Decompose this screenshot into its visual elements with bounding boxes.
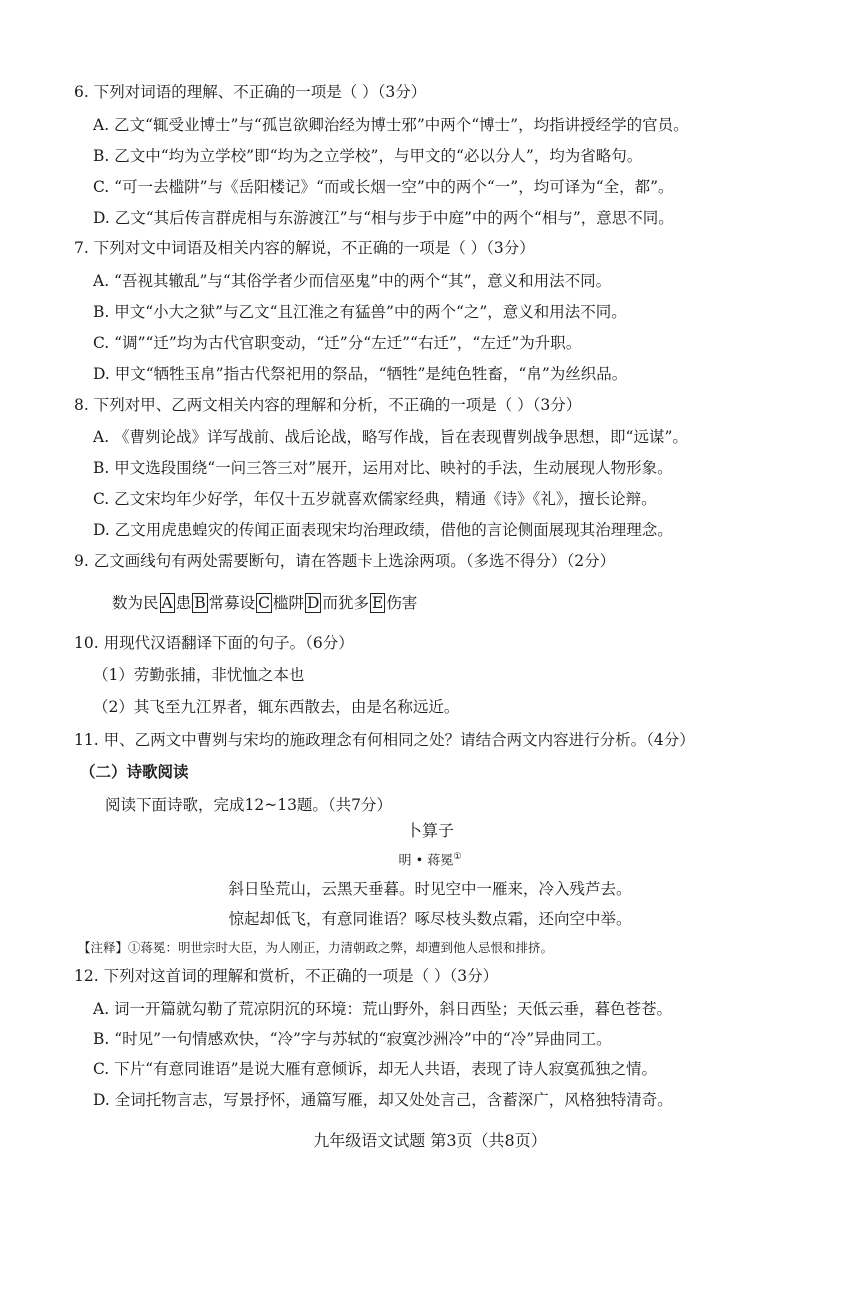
section-intro: 阅读下面诗歌，完成12~13题。（共7分）	[105, 796, 393, 814]
q7-option-d: D. 甲文“牺牲玉帛”指古代祭祀用的祭品，“牺牲”是纯色牲畜，“帛”为丝织品。	[93, 365, 628, 383]
poem-note: 【注释】①蒋冕：明世宗时大臣，为人刚正，力清朝政之弊，却遭到他人忌恨和排挤。	[78, 940, 554, 955]
q9-box-e[interactable]: E	[371, 594, 384, 612]
q8-option-c: C. 乙文宋均年少好学，年仅十五岁就喜欢儒家经典，精通《诗》《礼》，擅长论辩。	[93, 490, 657, 508]
q9-sentence	[112, 592, 417, 614]
q9-segment: 而犹多	[322, 594, 369, 612]
q6-option-b: B. 乙文中“均为立学校”即“均为之立学校”，与甲文的“必以分人”，均为省略句。	[93, 147, 643, 165]
q8-option-d: D. 乙文用虎患蝗灾的传闻正面表现宋均治理政绩，借他的言论侧面展现其治理理念。	[93, 521, 673, 539]
q9-segment: 数为民	[112, 594, 159, 612]
q10-sentence-2: （2）其飞至九江界者，辄东西散去，由是名称远近。	[93, 698, 460, 716]
q6-option-c: C. “可一去槛阱”与《岳阳楼记》“而或长烟一空”中的两个“一”，均可译为“全，都”。	[93, 178, 674, 196]
poem-author: 明 • 蒋冕①	[398, 852, 462, 869]
q9-box-a[interactable]: A	[161, 594, 173, 612]
q9-box-c[interactable]: C	[258, 594, 271, 612]
q12-option-c: C. 下片“有意同谁语”是说大雁有意倾诉，却无人共语，表现了诗人寂寞孤独之情。	[93, 1060, 658, 1078]
q12-stem: 12. 下列对这首词的理解和赏析，不正确的一项是（ ）（3分）	[74, 967, 499, 985]
poem-line-2: 惊起却低飞，有意同谁语？啄尽枝头数点霜，还向空中举。	[228, 910, 632, 928]
q6-option-d: D. 乙文“其后传言群虎相与东游渡江”与“相与步于中庭”中的两个“相与”，意思不同。	[93, 209, 674, 227]
q7-option-a: A. “吾视其辙乱”与“其俗学者少而信巫鬼”中的两个“其”，意义和用法不同。	[93, 272, 612, 290]
poem-author-note-mark: ①	[453, 852, 462, 862]
q9-box-d[interactable]: D	[307, 594, 320, 612]
q6-stem: 6. 下列对词语的理解、不正确的一项是（ ）（3分）	[74, 83, 427, 101]
q12-option-b: B. “时见”一句情感欢快，“冷”字与苏轼的“寂寞沙洲冷”中的“冷”异曲同工。	[93, 1030, 612, 1048]
poem-title: 卜算子	[405, 821, 454, 840]
q9-segment: 患	[175, 594, 192, 612]
q6-option-a: A. 乙文“辄受业博士”与“孤岂欲卿治经为博士邪”中两个“博士”，均指讲授经学的官员。	[93, 116, 689, 134]
q11-stem: 11. 甲、乙两文中曹刿与宋均的施政理念有何相同之处？请结合两文内容进行分析。（4分）	[74, 731, 695, 749]
poem-line-1: 斜日坠荒山，云黑天垂暮。时见空中一雁来，冷入残芦去。	[228, 880, 632, 898]
q9-box-b[interactable]: B	[194, 594, 206, 612]
q7-stem: 7. 下列对文中词语及相关内容的解说，不正确的一项是（ ）（3分）	[74, 239, 535, 257]
section-title: （二）诗歌阅读	[80, 762, 189, 781]
q7-option-c: C. “调”“迁”均为古代官职变动，“迁”分“左迁”“右迁”，“左迁”为升职。	[93, 334, 582, 352]
q10-sentence-1: （1）劳勤张捕，非忧恤之本也	[93, 666, 305, 684]
q8-stem: 8. 下列对甲、乙两文相关内容的理解和分析，不正确的一项是（ ）（3分）	[74, 396, 582, 414]
q7-option-b: B. 甲文“小大之狱”与乙文“且江淮之有猛兽”中的两个“之”，意义和用法不同。	[93, 303, 627, 321]
q9-stem: 9. 乙文画线句有两处需要断句，请在答题卡上选涂两项。（多选不得分）（2分）	[74, 552, 616, 570]
q8-option-a: A. 《曹刿论战》详写战前、战后论战，略写作战，旨在表现曹刿战争思想，即“远谋”。	[93, 428, 688, 446]
q10-stem: 10. 用现代汉语翻译下面的句子。（6分）	[74, 634, 354, 652]
q12-option-d: D. 全词托物言志，写景抒怀，通篇写雁，却又处处言己，含蓄深广，风格独特清奇。	[93, 1091, 673, 1109]
q9-segment: 常募设	[208, 594, 256, 612]
q8-option-b: B. 甲文选段围绕“一问三答三对”展开，运用对比、映衬的手法，生动展现人物形象。	[93, 459, 673, 477]
q9-segment: 伤害	[386, 594, 418, 612]
q9-segment: 槛阱	[273, 594, 305, 612]
page-footer: 九年级语文试题 第3页（共8页）	[313, 1131, 547, 1150]
q12-option-a: A. 词一开篇就勾勒了荒凉阴沉的环境：荒山野外，斜日西坠；天低云垂，暮色苍苍。	[93, 1000, 673, 1018]
